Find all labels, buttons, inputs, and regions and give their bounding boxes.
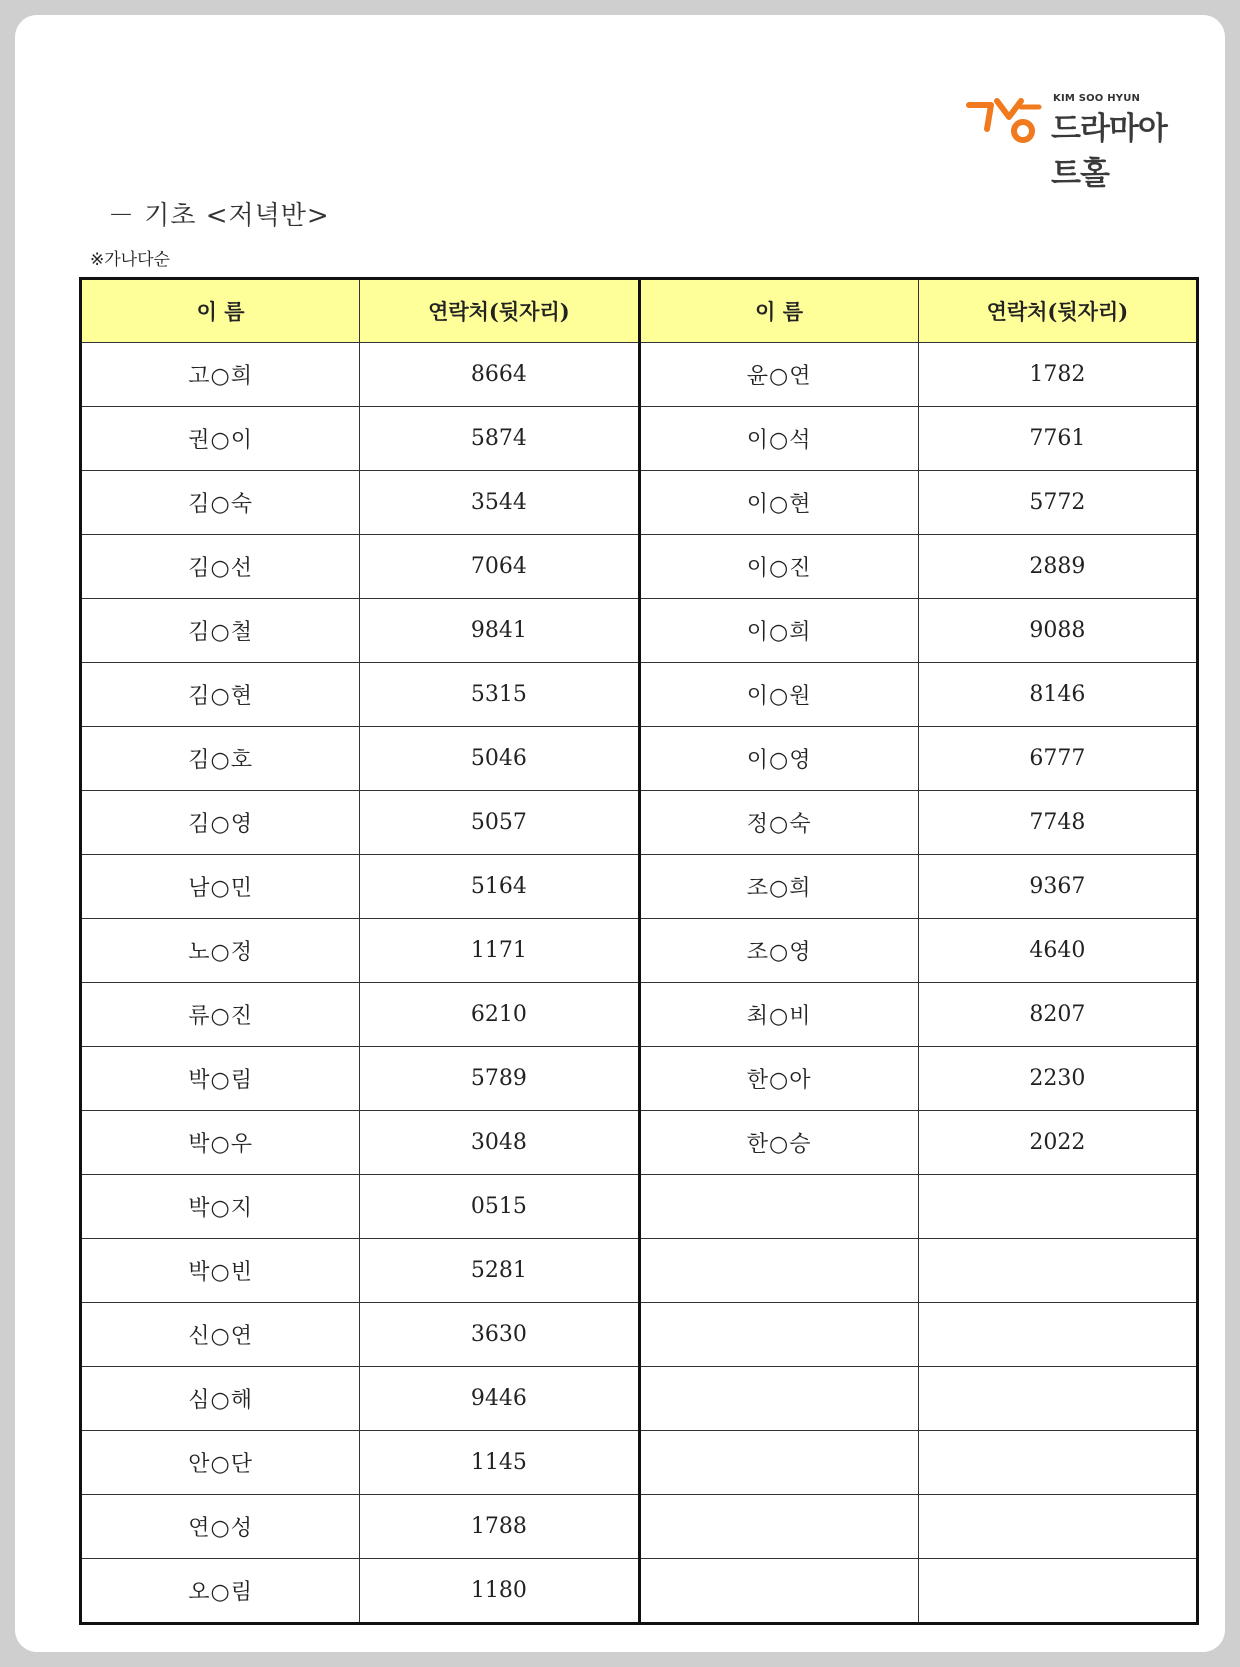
contact-left-cell: 8664 [360, 343, 639, 407]
contact-left-cell: 1171 [360, 919, 639, 983]
name-left-cell: 김○현 [81, 663, 360, 727]
name-right-cell: 조○희 [639, 855, 918, 919]
contact-left-cell: 1788 [360, 1495, 639, 1559]
contact-right-cell: 7761 [918, 407, 1197, 471]
name-left-cell: 김○선 [81, 535, 360, 599]
name-right-cell [639, 1303, 918, 1367]
name-right-cell: 이○진 [639, 535, 918, 599]
table-row [81, 1303, 1198, 1367]
table-row [81, 791, 1198, 855]
table-row [81, 1495, 1198, 1559]
name-right-cell [639, 1175, 918, 1239]
name-left-cell: 연○성 [81, 1495, 360, 1559]
contact-right-cell: 4640 [918, 919, 1197, 983]
name-left-cell: 오○림 [81, 1559, 360, 1624]
name-left-cell: 노○정 [81, 919, 360, 983]
logo-name: 드라마아트홀 [1051, 111, 1167, 192]
name-right-cell: 정○숙 [639, 791, 918, 855]
contact-left-cell: 5057 [360, 791, 639, 855]
name-left-cell: 신○연 [81, 1303, 360, 1367]
page-title: － 기초 <저녁반> [108, 201, 330, 231]
table-row [81, 983, 1198, 1047]
table-row [81, 663, 1198, 727]
contact-left-cell: 5789 [360, 1047, 639, 1111]
contact-right-cell: 2889 [918, 535, 1197, 599]
contact-left-cell: 3544 [360, 471, 639, 535]
contact-right-cell [918, 1303, 1197, 1367]
name-right-cell: 최○비 [639, 983, 918, 1047]
table-row [81, 855, 1198, 919]
name-right-cell: 이○현 [639, 471, 918, 535]
table-row [81, 471, 1198, 535]
name-right-cell [639, 1367, 918, 1431]
contact-left-cell: 9446 [360, 1367, 639, 1431]
name-right-cell: 한○승 [639, 1111, 918, 1175]
name-right-cell: 윤○연 [639, 343, 918, 407]
contact-right-cell: 6777 [918, 727, 1197, 791]
name-right-cell: 이○원 [639, 663, 918, 727]
table-row [81, 1367, 1198, 1431]
header-contact-left: 연락처(뒷자리) [360, 279, 639, 343]
contact-left-cell: 3048 [360, 1111, 639, 1175]
header-name-right: 이 름 [639, 279, 918, 343]
name-right-cell [639, 1559, 918, 1624]
header-row [81, 279, 1198, 343]
logo-mark-icon [965, 95, 1045, 143]
contact-right-cell: 9367 [918, 855, 1197, 919]
name-left-cell: 심○해 [81, 1367, 360, 1431]
contact-left-cell: 5281 [360, 1239, 639, 1303]
document-page [15, 15, 1225, 1652]
name-left-cell: 김○숙 [81, 471, 360, 535]
logo [965, 87, 1195, 192]
contact-right-cell: 5772 [918, 471, 1197, 535]
table-row [81, 1559, 1198, 1624]
contact-right-cell: 7748 [918, 791, 1197, 855]
contact-left-cell: 1180 [360, 1559, 639, 1624]
contact-left-cell: 6210 [360, 983, 639, 1047]
name-left-cell: 박○림 [81, 1047, 360, 1111]
name-right-cell [639, 1431, 918, 1495]
contact-right-cell [918, 1239, 1197, 1303]
logo-subtitle: KIM SOO HYUN [1053, 93, 1141, 104]
contact-right-cell: 2230 [918, 1047, 1197, 1111]
table-row [81, 599, 1198, 663]
name-left-cell: 김○철 [81, 599, 360, 663]
name-right-cell: 조○영 [639, 919, 918, 983]
name-left-cell: 권○이 [81, 407, 360, 471]
table-row [81, 343, 1198, 407]
name-left-cell: 김○영 [81, 791, 360, 855]
contact-left-cell: 0515 [360, 1175, 639, 1239]
name-left-cell: 박○빈 [81, 1239, 360, 1303]
contact-left-cell: 1145 [360, 1431, 639, 1495]
table-row [81, 1111, 1198, 1175]
contact-right-cell: 8146 [918, 663, 1197, 727]
name-left-cell: 박○지 [81, 1175, 360, 1239]
name-left-cell: 류○진 [81, 983, 360, 1047]
name-right-cell: 이○영 [639, 727, 918, 791]
contact-left-cell: 7064 [360, 535, 639, 599]
name-right-cell: 이○희 [639, 599, 918, 663]
contact-right-cell [918, 1367, 1197, 1431]
contact-left-cell: 5046 [360, 727, 639, 791]
table-row [81, 1239, 1198, 1303]
name-left-cell: 박○우 [81, 1111, 360, 1175]
name-left-cell: 안○단 [81, 1431, 360, 1495]
sort-note: ※가나다순 [90, 250, 170, 270]
contact-right-cell: 8207 [918, 983, 1197, 1047]
contact-right-cell: 2022 [918, 1111, 1197, 1175]
table-row [81, 727, 1198, 791]
table-row [81, 1047, 1198, 1111]
contact-right-cell: 9088 [918, 599, 1197, 663]
table-row [81, 1431, 1198, 1495]
contact-left-cell: 5874 [360, 407, 639, 471]
contact-right-cell [918, 1559, 1197, 1624]
header-contact-right: 연락처(뒷자리) [918, 279, 1197, 343]
contact-right-cell [918, 1431, 1197, 1495]
table-row [81, 1175, 1198, 1239]
contact-right-cell [918, 1495, 1197, 1559]
table-row [81, 919, 1198, 983]
contact-left-cell: 9841 [360, 599, 639, 663]
name-right-cell [639, 1239, 918, 1303]
contact-left-cell: 5315 [360, 663, 639, 727]
name-left-cell: 김○호 [81, 727, 360, 791]
contact-left-cell: 5164 [360, 855, 639, 919]
table-row [81, 535, 1198, 599]
name-right-cell: 이○석 [639, 407, 918, 471]
name-right-cell [639, 1495, 918, 1559]
roster-table [79, 277, 1199, 1625]
contact-left-cell: 3630 [360, 1303, 639, 1367]
contact-right-cell [918, 1175, 1197, 1239]
table-row [81, 407, 1198, 471]
header-name-left: 이 름 [81, 279, 360, 343]
name-left-cell: 남○민 [81, 855, 360, 919]
contact-right-cell: 1782 [918, 343, 1197, 407]
name-left-cell: 고○희 [81, 343, 360, 407]
name-right-cell: 한○아 [639, 1047, 918, 1111]
